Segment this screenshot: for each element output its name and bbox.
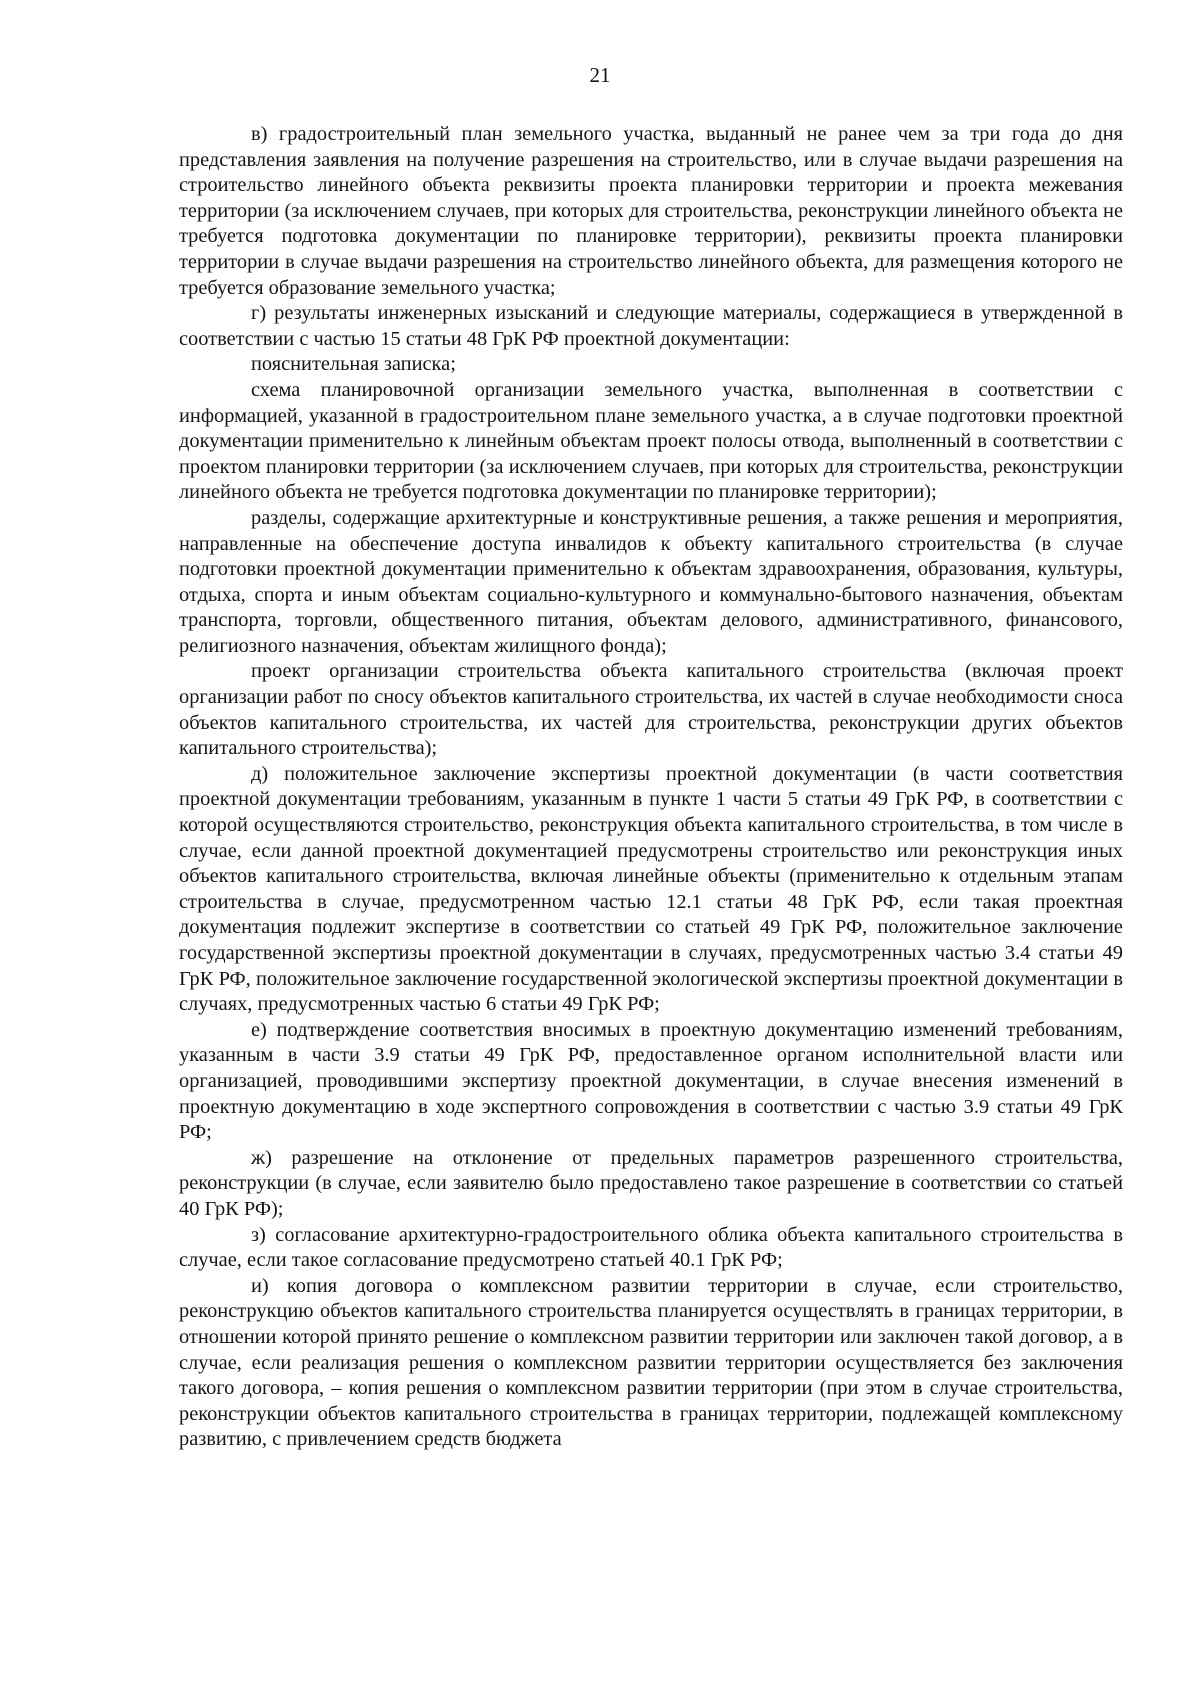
page-number: 21 bbox=[589, 63, 611, 87]
paragraph-e-podtverzhdenie: е) подтверждение соответствия вносимых в проектную документацию изменений требованиям, указанным в части 3.9 статьи 49 ГрК РФ, предоставленное органом исполнительной власти или организацией, проводившими экспертизу проектной документации, в случае внесения изменений в проектную документацию в ходе экспертного сопровождения в соответствии с частью 3.9 статьи 49 ГрК РФ; bbox=[179, 1018, 1123, 1144]
paragraph-d-zaklyuchenie: д) положительное заключение экспертизы проектной документации (в части соответствия проектной документации требованиям, указанным в пункте 1 части 5 статьи 49 ГрК РФ, в соответствии с которой осуществляются строительство, реконструкция объекта капитального строительства, в том числе в случае, если данной проектной документацией предусмотрены строительство или реконструкция иных объектов капитального строительства, включая линейные объекты (применительно к отдельным этапам строительства в случае, предусмотренном частью 12.1 статьи 48 ГрК РФ, если такая проектная документация подлежит экспертизе в соответствии со статьей 49 ГрК РФ, положительное заключение государственной экспертизы проектной документации в случаях, предусмотренных частью 3.4 статьи 49 ГрК РФ, положительное заключение государственной экологической экспертизы проектной документации в случаях, предусмотренных частью 6 статьи 49 ГрК РФ; bbox=[179, 762, 1123, 1016]
paragraph-poyasnitelnaya: пояснительная записка; bbox=[251, 353, 456, 376]
paragraph-z-soglasovanie: з) согласование архитектурно-градостроительного облика объекта капитального строительства в случае, если такое согласование предусмотрено статьей 40.1 ГрК РФ; bbox=[179, 1223, 1123, 1272]
paragraph-i-kopiya: и) копия договора о комплексном развитии территории в случае, если строительство, реконструкцию объектов капитального строительства планируется осуществлять в границах территории, в отношении которой принято решение о комплексном развитии территории или заключен такой договор, а в случае, если реализация решения о комплексном развитии территории осуществляется без заключения такого договора, – копия решения о комплексном развитии территории (при этом в случае строительства, реконструкции объектов капитального строительства в границах территории, подлежащей комплексному развитию, с привлечением средств бюджета bbox=[179, 1274, 1123, 1451]
paragraph-razdely: разделы, содержащие архитектурные и конструктивные решения, а также решения и мероприятия, направленные на обеспечение доступа инвалидов к объекту капитального строительства (в случае подготовки проектной документации применительно к объектам здравоохранения, образования, культуры, отдыха, спорта и иным объектам социально-культурного и коммунально-бытового назначения, объектам транспорта, торговли, общественного питания, объектам делового, административного, финансового, религиозного назначения, объектам жилищного фонда); bbox=[179, 506, 1123, 657]
paragraph-g-izyskaniya: г) результаты инженерных изысканий и следующие материалы, содержащиеся в утвержденной в соответствии с частью 15 статьи 48 ГрК РФ проектной документации: bbox=[179, 302, 1123, 350]
paragraph-zh-razreshenie: ж) разрешение на отклонение от предельных параметров разрешенного строительства, реконструкции (в случае, если заявителю было предоставлено такое разрешение в соответствии со статьей 40 ГрК РФ); bbox=[179, 1146, 1123, 1220]
paragraph-v-gradplan: в) градостроительный план земельного участка, выданный не ранее чем за три года до дня представления заявления на получение разрешения на строительство, или в случае выдачи разрешения на строительство линейного объекта реквизиты проекта планировки территории и проекта межевания территории (за исключением случаев, при которых для строительства, реконструкции линейного объекта не требуется подготовка документации по планировке территории), реквизиты проекта планировки территории в случае выдачи разрешения на строительство линейного объекта, для размещения которого не требуется образование земельного участка; bbox=[179, 123, 1123, 299]
paragraph-proekt-organizatsii: проект организации строительства объекта капитального строительства (включая проект организации работ по сносу объектов капитального строительства, их частей в случае необходимости сноса объектов капитального строительства, их частей для строительства, реконструкции других объектов капитального строительства); bbox=[179, 660, 1123, 760]
paragraph-skhema: схема планировочной организации земельного участка, выполненная в соответствии с информацией, указанной в градостроительном плане земельного участка, а в случае подготовки проектной документации применительно к линейным объектам проект полосы отвода, выполненный в соответствии с проектом планировки территории (за исключением случаев, при которых для строительства, реконструкции линейного объекта не требуется подготовка документации по планировке территории); bbox=[179, 378, 1123, 504]
document-body bbox=[179, 122, 1123, 1453]
